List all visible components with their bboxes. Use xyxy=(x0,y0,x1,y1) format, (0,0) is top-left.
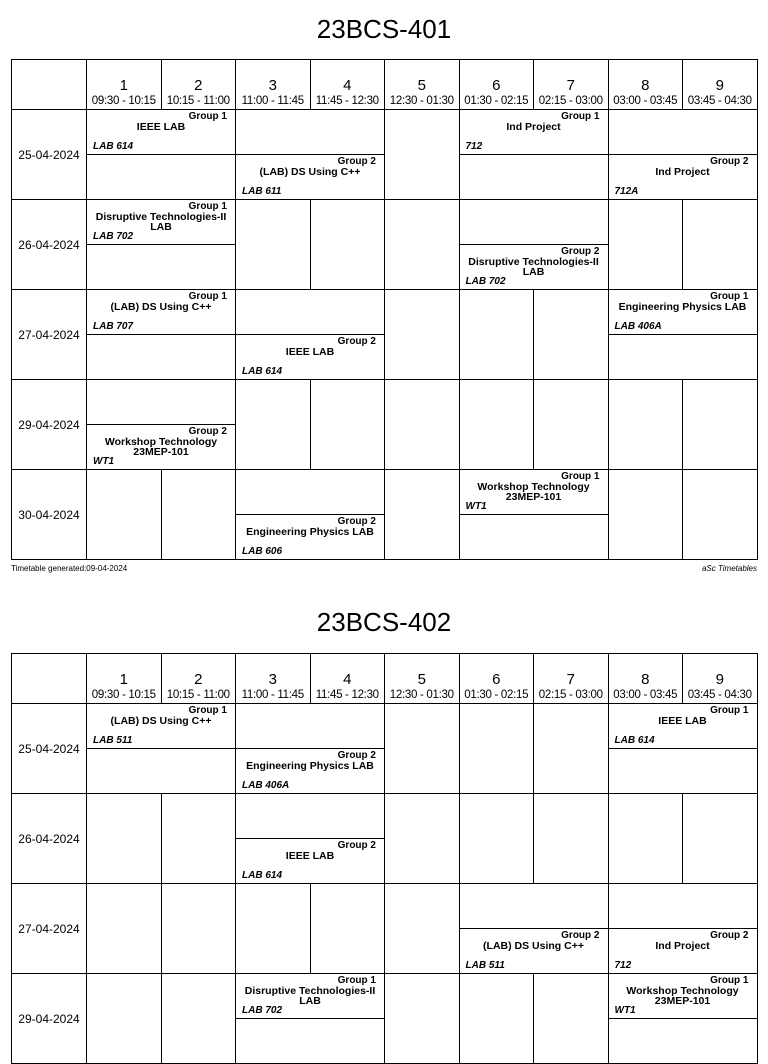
period-number: 1 xyxy=(119,670,128,688)
empty-cell xyxy=(87,380,236,425)
day-date: 26-04-2024 xyxy=(12,794,87,884)
lesson-cell xyxy=(87,704,236,749)
group-label: Group 2 xyxy=(710,156,749,167)
empty-cell xyxy=(608,110,757,155)
day-date: 29-04-2024 xyxy=(12,380,87,470)
lesson-cell xyxy=(608,704,757,749)
lesson-cell xyxy=(608,290,757,335)
room-label: LAB 614 xyxy=(93,141,134,152)
lesson-cell xyxy=(87,110,236,155)
subject-name: IEEE LAB xyxy=(285,850,335,862)
lesson-cell xyxy=(459,245,608,290)
subject-name: Engineering Physics LAB xyxy=(246,526,374,538)
empty-cell xyxy=(87,470,162,560)
subject-name: Disruptive Technologies-II LAB xyxy=(244,985,376,1007)
group-label: Group 1 xyxy=(561,471,600,482)
period-time: 11:00 - 11:45 xyxy=(241,94,304,107)
period-number: 1 xyxy=(119,76,128,94)
empty-cell xyxy=(608,749,757,794)
group-label: Group 2 xyxy=(710,930,749,941)
room-label: LAB 511 xyxy=(93,735,133,746)
empty-cell xyxy=(608,884,757,929)
subject-name: Workshop Technology 23MEP-101 xyxy=(626,985,739,1007)
empty-cell xyxy=(236,380,311,470)
room-label: LAB 707 xyxy=(93,321,134,332)
period-number: 4 xyxy=(343,670,352,688)
period-time: 01:30 - 02:15 xyxy=(464,94,529,107)
period-time: 12:30 - 01:30 xyxy=(389,94,454,107)
room-label: LAB 702 xyxy=(465,276,506,287)
subject-name: Workshop Technology 23MEP-101 xyxy=(477,481,590,503)
room-label: WT1 xyxy=(614,1005,636,1016)
period-time: 03:00 - 03:45 xyxy=(613,688,678,701)
period-number: 5 xyxy=(417,76,426,94)
group-label: Group 2 xyxy=(337,336,376,347)
room-label: 712 xyxy=(614,960,632,971)
period-time: 11:45 - 12:30 xyxy=(315,94,379,107)
group-label: Group 1 xyxy=(561,111,600,122)
empty-cell xyxy=(385,470,460,560)
empty-cell xyxy=(385,290,460,380)
empty-cell xyxy=(310,200,385,290)
empty-cell xyxy=(459,974,534,1064)
empty-cell xyxy=(534,704,609,794)
empty-cell xyxy=(459,380,534,470)
room-label: LAB 614 xyxy=(242,870,283,881)
lesson-cell xyxy=(87,290,236,335)
empty-cell xyxy=(608,470,683,560)
day-date: 27-04-2024 xyxy=(12,290,87,380)
empty-cell xyxy=(608,380,683,470)
empty-cell xyxy=(236,290,385,335)
subject-name: Ind Project xyxy=(655,940,710,952)
empty-cell xyxy=(236,704,385,749)
footer-generated: Timetable generated:09-04-2024 xyxy=(11,564,128,573)
empty-cell xyxy=(459,704,534,794)
subject-name: Disruptive Technologies-II LAB xyxy=(468,256,599,278)
group-label: Group 1 xyxy=(710,291,749,302)
lesson-cell xyxy=(236,974,385,1019)
period-time: 09:30 - 10:15 xyxy=(91,688,156,701)
empty-cell xyxy=(459,884,608,929)
day-date: 25-04-2024 xyxy=(12,704,87,794)
subject-name: Disruptive Technologies-II LAB xyxy=(95,211,227,233)
period-header xyxy=(161,60,236,110)
empty-cell xyxy=(608,335,757,380)
empty-cell xyxy=(161,470,236,560)
period-number: 8 xyxy=(641,76,650,94)
period-time: 02:15 - 03:00 xyxy=(538,94,603,107)
empty-cell xyxy=(87,794,162,884)
period-header xyxy=(310,60,385,110)
lesson-cell xyxy=(87,425,236,470)
room-label: WT1 xyxy=(93,456,115,467)
room-label: LAB 406A xyxy=(242,780,290,791)
period-number: 6 xyxy=(492,670,501,688)
period-number: 7 xyxy=(566,670,575,688)
empty-cell xyxy=(310,884,385,974)
subject-name: Ind Project xyxy=(506,121,561,133)
group-label: Group 2 xyxy=(337,840,376,851)
empty-cell xyxy=(683,794,758,884)
period-header xyxy=(534,654,609,704)
lesson-cell xyxy=(236,515,385,560)
empty-cell xyxy=(459,794,534,884)
empty-cell xyxy=(534,974,609,1064)
period-header xyxy=(87,60,162,110)
period-header xyxy=(608,60,683,110)
subject-name: Engineering Physics LAB xyxy=(618,301,747,313)
group-label: Group 2 xyxy=(337,516,376,527)
group-label: Group 1 xyxy=(188,111,227,122)
group-label: Group 2 xyxy=(188,426,227,437)
lesson-cell xyxy=(459,110,608,155)
empty-cell xyxy=(236,110,385,155)
period-time: 09:30 - 10:15 xyxy=(91,94,156,107)
day-date: 29-04-2024 xyxy=(12,974,87,1064)
period-number: 5 xyxy=(417,670,426,688)
empty-cell xyxy=(236,200,311,290)
corner-cell xyxy=(12,60,87,110)
day-date: 26-04-2024 xyxy=(12,200,87,290)
timetable-1-title: 23BCS-401 xyxy=(316,14,452,44)
empty-cell xyxy=(608,200,683,290)
empty-cell xyxy=(534,290,609,380)
empty-cell xyxy=(87,335,236,380)
empty-cell xyxy=(385,974,460,1064)
period-time: 10:15 - 11:00 xyxy=(166,688,230,701)
room-label: LAB 406A xyxy=(614,321,662,332)
room-label: WT1 xyxy=(465,501,487,512)
subject-name: (LAB) DS Using C++ xyxy=(110,301,212,313)
period-number: 3 xyxy=(268,670,277,688)
lesson-cell xyxy=(608,974,757,1019)
empty-cell xyxy=(385,380,460,470)
timetable-2-grid xyxy=(11,653,758,1064)
day-date: 25-04-2024 xyxy=(12,110,87,200)
lesson-cell xyxy=(236,839,385,884)
empty-cell xyxy=(459,155,608,200)
period-time: 12:30 - 01:30 xyxy=(389,688,454,701)
period-number: 2 xyxy=(194,76,203,94)
group-label: Group 2 xyxy=(561,246,600,257)
empty-cell xyxy=(161,974,236,1064)
group-label: Group 1 xyxy=(188,705,227,716)
lesson-cell xyxy=(87,200,236,245)
period-header xyxy=(385,654,460,704)
group-label: Group 1 xyxy=(710,705,749,716)
empty-cell xyxy=(534,794,609,884)
group-label: Group 2 xyxy=(337,156,376,167)
empty-cell xyxy=(683,200,758,290)
period-header xyxy=(683,654,758,704)
empty-cell xyxy=(87,974,162,1064)
period-time: 10:15 - 11:00 xyxy=(166,94,230,107)
period-header xyxy=(385,60,460,110)
period-time: 02:15 - 03:00 xyxy=(538,688,603,701)
subject-name: Engineering Physics LAB xyxy=(246,760,374,772)
empty-cell xyxy=(87,749,236,794)
room-label: LAB 614 xyxy=(242,366,283,377)
period-header xyxy=(236,60,311,110)
empty-cell xyxy=(310,380,385,470)
subject-name: (LAB) DS Using C++ xyxy=(110,715,212,727)
empty-cell xyxy=(161,794,236,884)
period-time: 03:45 - 04:30 xyxy=(687,688,752,701)
corner-cell xyxy=(12,654,87,704)
period-header xyxy=(459,60,534,110)
empty-cell xyxy=(385,884,460,974)
period-number: 3 xyxy=(268,76,277,94)
subject-name: (LAB) DS Using C++ xyxy=(259,166,361,178)
lesson-cell xyxy=(608,929,757,974)
period-time: 03:45 - 04:30 xyxy=(687,94,752,107)
empty-cell xyxy=(683,380,758,470)
empty-cell xyxy=(161,884,236,974)
period-number: 9 xyxy=(715,76,724,94)
group-label: Group 1 xyxy=(710,975,749,986)
subject-name: IEEE LAB xyxy=(136,121,186,133)
empty-cell xyxy=(87,245,236,290)
lesson-cell xyxy=(608,155,757,200)
empty-cell xyxy=(236,884,311,974)
lesson-cell xyxy=(459,929,608,974)
lesson-cell xyxy=(236,155,385,200)
room-label: LAB 606 xyxy=(242,546,283,557)
empty-cell xyxy=(236,794,385,839)
empty-cell xyxy=(459,290,534,380)
period-header xyxy=(459,654,534,704)
empty-cell xyxy=(385,200,460,290)
period-number: 9 xyxy=(715,670,724,688)
period-time: 01:30 - 02:15 xyxy=(464,688,529,701)
empty-cell xyxy=(459,200,608,245)
footer-brand: aSc Timetables xyxy=(701,564,757,573)
group-label: Group 1 xyxy=(337,975,376,986)
empty-cell xyxy=(608,1019,757,1064)
room-label: LAB 614 xyxy=(614,735,655,746)
empty-cell xyxy=(87,884,162,974)
period-header xyxy=(534,60,609,110)
period-header xyxy=(310,654,385,704)
group-label: Group 1 xyxy=(188,201,227,212)
room-label: LAB 611 xyxy=(242,186,282,197)
empty-cell xyxy=(236,1019,385,1064)
period-number: 6 xyxy=(492,76,501,94)
day-date: 30-04-2024 xyxy=(12,470,87,560)
lesson-cell xyxy=(236,749,385,794)
subject-name: IEEE LAB xyxy=(285,346,335,358)
period-header xyxy=(236,654,311,704)
subject-name: Workshop Technology 23MEP-101 xyxy=(104,436,218,458)
subject-name: (LAB) DS Using C++ xyxy=(483,940,584,952)
empty-cell xyxy=(683,470,758,560)
day-date: 27-04-2024 xyxy=(12,884,87,974)
period-time: 11:45 - 12:30 xyxy=(315,688,379,701)
empty-cell xyxy=(534,380,609,470)
empty-cell xyxy=(459,515,608,560)
empty-cell xyxy=(87,155,236,200)
timetable-1-grid xyxy=(11,59,758,560)
period-header xyxy=(87,654,162,704)
room-label: 712 xyxy=(465,141,483,152)
room-label: LAB 702 xyxy=(242,1005,283,1016)
group-label: Group 2 xyxy=(337,750,376,761)
period-time: 03:00 - 03:45 xyxy=(613,94,678,107)
room-label: LAB 511 xyxy=(465,960,505,971)
period-number: 8 xyxy=(641,670,650,688)
period-number: 2 xyxy=(194,670,203,688)
period-number: 4 xyxy=(343,76,352,94)
period-header xyxy=(161,654,236,704)
room-label: LAB 702 xyxy=(93,231,134,242)
lesson-cell xyxy=(236,335,385,380)
lesson-cell xyxy=(459,470,608,515)
group-label: Group 1 xyxy=(188,291,227,302)
subject-name: IEEE LAB xyxy=(658,715,707,727)
room-label: 712A xyxy=(614,186,639,197)
period-time: 11:00 - 11:45 xyxy=(241,688,304,701)
timetable-2-title: 23BCS-402 xyxy=(316,607,452,637)
empty-cell xyxy=(385,794,460,884)
empty-cell xyxy=(385,704,460,794)
subject-name: Ind Project xyxy=(655,166,710,178)
empty-cell xyxy=(608,794,683,884)
period-number: 7 xyxy=(566,76,575,94)
empty-cell xyxy=(236,470,385,515)
group-label: Group 2 xyxy=(561,930,600,941)
period-header xyxy=(683,60,758,110)
period-header xyxy=(608,654,683,704)
empty-cell xyxy=(385,110,460,200)
